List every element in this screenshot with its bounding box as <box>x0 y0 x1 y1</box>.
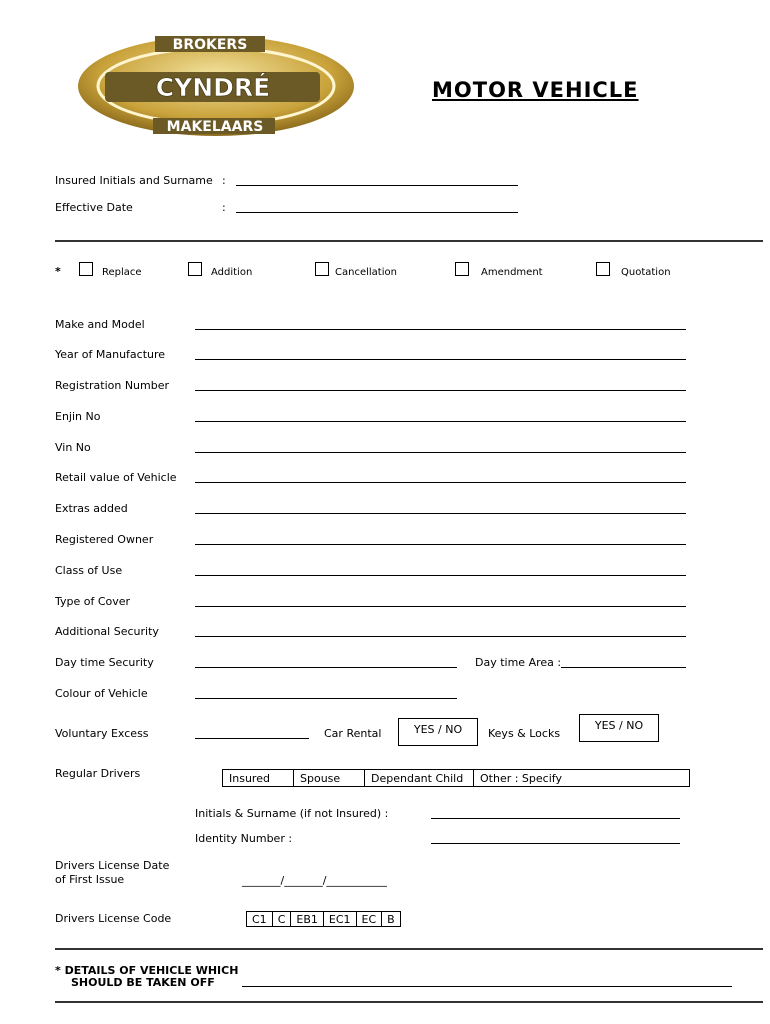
effective-date-label: Effective Date <box>55 201 133 214</box>
amendment-label: Amendment <box>481 267 543 278</box>
license-date-label-2: of First Issue <box>55 873 125 886</box>
amendment-checkbox[interactable] <box>455 262 469 276</box>
license-code-c[interactable]: C <box>272 912 291 927</box>
quotation-checkbox[interactable] <box>596 262 610 276</box>
car-rental-label: Car Rental <box>324 727 382 740</box>
company-logo <box>75 34 357 138</box>
daytime-security-label: Day time Security <box>55 656 154 669</box>
addition-label: Addition <box>211 267 253 278</box>
license-code-options <box>246 911 401 927</box>
extras-field[interactable] <box>195 513 686 514</box>
make-model-label: Make and Model <box>55 318 145 331</box>
footer-divider-bottom <box>55 1001 763 1003</box>
driver-option-spouse[interactable]: Spouse <box>294 770 365 787</box>
addition-checkbox[interactable] <box>188 262 202 276</box>
enjin-field[interactable] <box>195 421 686 422</box>
logo-bottom-text: MAKELAARS <box>166 119 264 135</box>
logo-top-text: BROKERS <box>172 37 248 53</box>
driver-option-dependant-child[interactable]: Dependant Child <box>365 770 474 787</box>
effective-date-sep: : <box>222 201 226 214</box>
enjin-label: Enjin No <box>55 410 101 423</box>
cancellation-checkbox[interactable] <box>315 262 329 276</box>
star-marker: * <box>55 265 61 278</box>
regular-drivers-options <box>222 769 690 787</box>
regular-drivers-label: Regular Drivers <box>55 767 141 780</box>
vin-label: Vin No <box>55 441 91 454</box>
footer-divider-top <box>55 948 763 950</box>
cancellation-label: Cancellation <box>335 267 397 278</box>
registered-owner-field[interactable] <box>195 544 686 545</box>
identity-number-label: Identity Number : <box>195 832 293 845</box>
license-code-c1[interactable]: C1 <box>247 912 273 927</box>
registration-field[interactable] <box>195 390 686 391</box>
registration-label: Registration Number <box>55 379 170 392</box>
vehicle-taken-off-field[interactable] <box>242 986 732 987</box>
driver-option-other[interactable]: Other : Specify <box>474 770 690 787</box>
license-code-ec[interactable]: EC <box>356 912 382 927</box>
daytime-security-field[interactable] <box>195 667 457 668</box>
license-date-label-1: Drivers License Date <box>55 859 170 872</box>
identity-number-field[interactable] <box>431 843 680 844</box>
replace-checkbox[interactable] <box>79 262 93 276</box>
license-date-field[interactable]: _______/_______/___________ <box>242 874 387 887</box>
type-of-cover-field[interactable] <box>195 606 686 607</box>
colour-field[interactable] <box>195 698 457 699</box>
initials-surname-field[interactable] <box>431 818 680 819</box>
daytime-area-label: Day time Area : <box>475 656 562 669</box>
vin-field[interactable] <box>195 452 686 453</box>
license-code-label: Drivers License Code <box>55 912 172 925</box>
colour-label: Colour of Vehicle <box>55 687 148 700</box>
divider <box>55 240 763 242</box>
logo-main-text: CYNDRÉ <box>155 73 271 102</box>
extras-label: Extras added <box>55 502 128 515</box>
license-code-ec1[interactable]: EC1 <box>323 912 356 927</box>
insured-name-field[interactable] <box>236 185 518 186</box>
year-field[interactable] <box>195 359 686 360</box>
year-label: Year of Manufacture <box>55 348 166 361</box>
retail-value-label: Retail value of Vehicle <box>55 471 177 484</box>
class-of-use-label: Class of Use <box>55 564 123 577</box>
footer-note-1: * DETAILS OF VEHICLE WHICH <box>55 964 239 977</box>
car-rental-yes-no[interactable]: YES / NO <box>398 718 478 746</box>
license-code-b[interactable]: B <box>382 912 401 927</box>
additional-security-label: Additional Security <box>55 625 159 638</box>
make-model-field[interactable] <box>195 329 686 330</box>
replace-label: Replace <box>102 267 142 278</box>
driver-option-insured[interactable]: Insured <box>223 770 294 787</box>
daytime-area-field[interactable] <box>561 667 686 668</box>
voluntary-excess-field[interactable] <box>195 738 309 739</box>
retail-value-field[interactable] <box>195 482 686 483</box>
additional-security-field[interactable] <box>195 636 686 637</box>
keys-locks-yes-no[interactable]: YES / NO <box>579 714 659 742</box>
footer-note-2: SHOULD BE TAKEN OFF <box>71 976 215 989</box>
class-of-use-field[interactable] <box>195 575 686 576</box>
type-of-cover-label: Type of Cover <box>55 595 131 608</box>
quotation-label: Quotation <box>621 267 671 278</box>
license-code-eb1[interactable]: EB1 <box>291 912 324 927</box>
keys-locks-label: Keys & Locks <box>488 727 561 740</box>
voluntary-excess-label: Voluntary Excess <box>55 727 149 740</box>
page-title: MOTOR VEHICLE <box>432 78 639 102</box>
insured-name-sep: : <box>222 174 226 187</box>
registered-owner-label: Registered Owner <box>55 533 154 546</box>
insured-name-label: Insured Initials and Surname <box>55 174 213 187</box>
effective-date-field[interactable] <box>236 212 518 213</box>
initials-surname-label: Initials & Surname (if not Insured) : <box>195 807 389 820</box>
